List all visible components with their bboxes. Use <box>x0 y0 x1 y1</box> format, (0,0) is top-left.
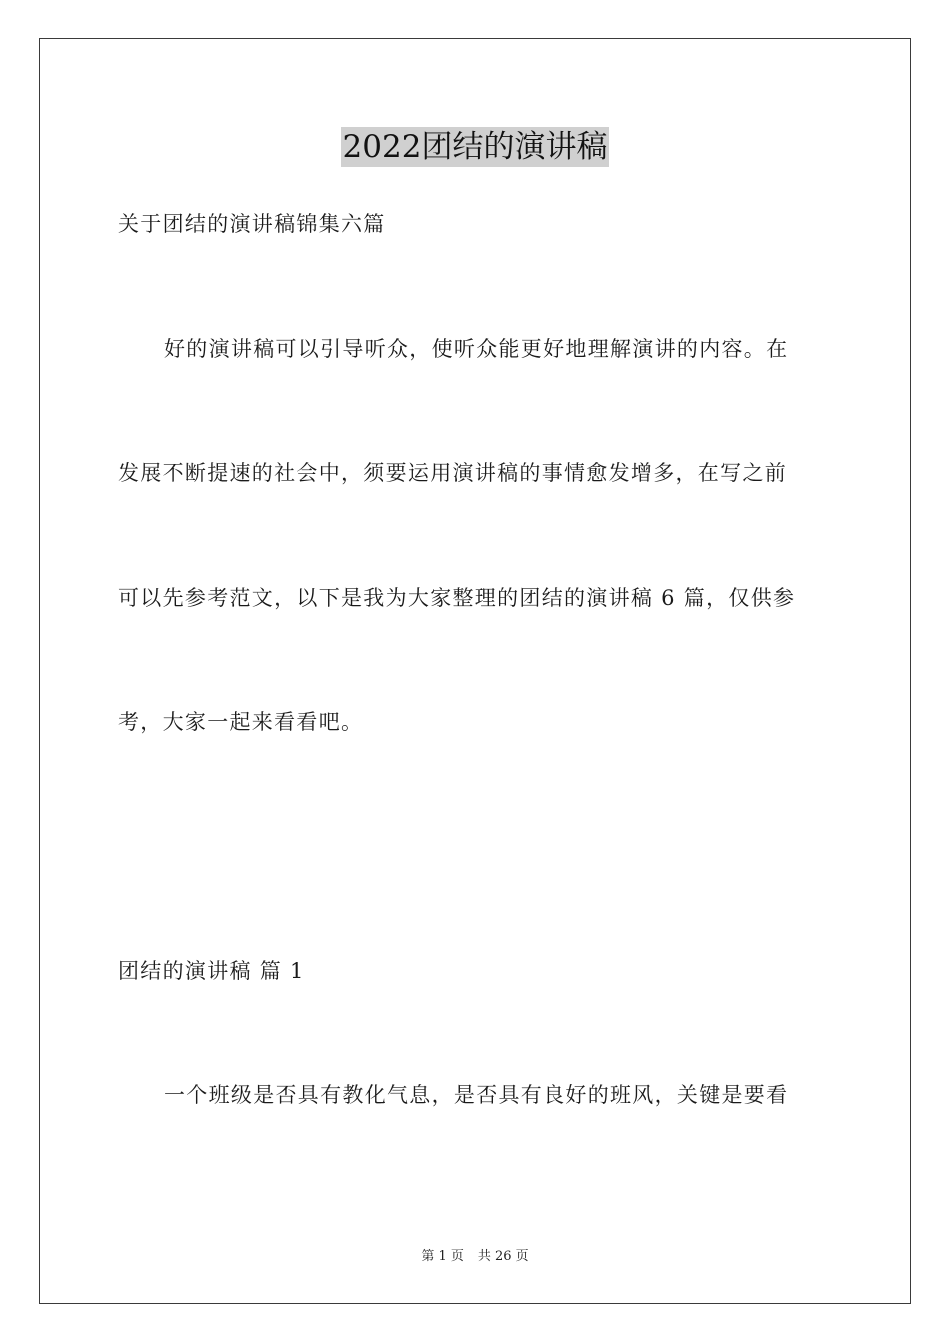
page-total: 共 26 页 <box>477 1249 529 1264</box>
page-footer <box>0 1248 950 1266</box>
section-heading: 团结的演讲稿 篇 1 <box>118 959 305 983</box>
section-line-1: 一个班级是否具有教化气息，是否具有良好的班风，关键是要看 <box>164 1083 789 1107</box>
document-title: 2022团结的演讲稿 <box>342 129 608 165</box>
page-number: 第 1 页 <box>421 1249 464 1264</box>
intro-line-2: 发展不断提速的社会中，须要运用演讲稿的事情愈发增多，在写之前 <box>118 461 787 485</box>
intro-line-1: 好的演讲稿可以引导听众，使听众能更好地理解演讲的内容。在 <box>164 337 789 361</box>
intro-line-4: 考，大家一起来看看吧。 <box>118 710 364 734</box>
intro-line-3: 可以先参考范文，以下是我为大家整理的团结的演讲稿 6 篇，仅供参 <box>118 586 796 610</box>
document-subtitle: 关于团结的演讲稿锦集六篇 <box>118 212 386 236</box>
title-container <box>0 127 950 167</box>
